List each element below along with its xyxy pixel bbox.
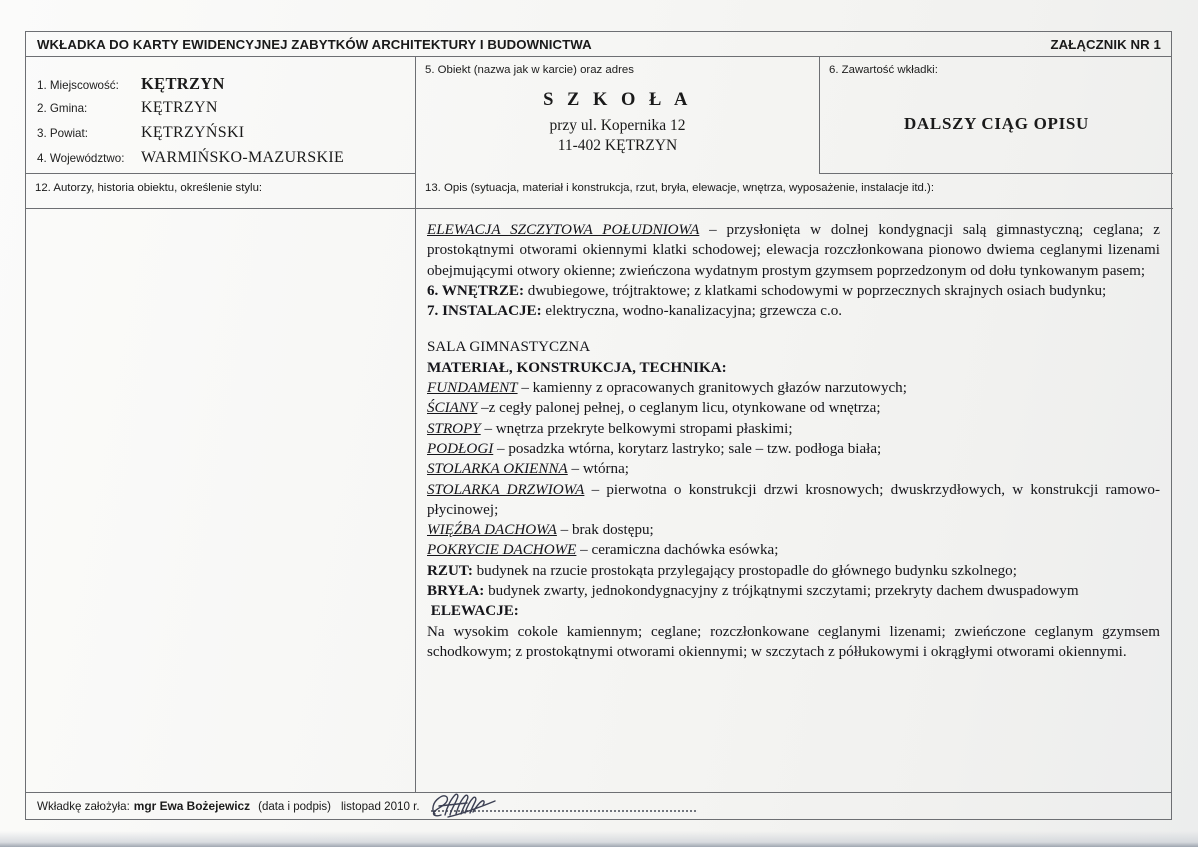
description-paragraph — [427, 459, 1160, 479]
description-paragraph — [427, 419, 1160, 439]
paragraph-heading: BRYŁA: — [427, 583, 485, 600]
authors-label-cell — [26, 174, 416, 209]
form-title-bar — [26, 32, 1171, 57]
content-cell — [820, 57, 1173, 174]
paragraph-body: – posadzka wtórna, korytarz lastryko; sale – tzw. podłoga biała; — [493, 440, 882, 457]
description-paragraph: Na wysokim cokole kamiennym; ceglane; rozczłonkowane ceglanymi lizenami; zwieńczone ceglanym gzymsem schodkowym; z prostokątnymi otworami okiennymi; w szczytach z półłukowymi i okrągłymi otworami okiennymi. — [427, 623, 1160, 660]
description-paragraph — [427, 281, 1160, 301]
paragraph-heading: PODŁOGI — [427, 440, 494, 457]
paragraph-body: – przysłonięta w dolnej kondygnacji salą gimnastyczną; ceglana; z prostokątnymi otworami okiennymi klatki schodowej; elewacja rozczłonkowana pionowo dwiema ceglanymi lizenami obejmującymi otwory okienne; zwieńczona wydatnym prostym gzymsem poprzedzonym od dołu tynkowanym pasem; — [427, 222, 1160, 279]
paragraph-heading: ELEWACJA SZCZYTOWA POŁUDNIOWA — [427, 222, 700, 238]
description-paragraph — [427, 581, 1160, 601]
description-paragraph — [427, 398, 1160, 418]
commune-value: KĘTRZYN — [141, 99, 218, 116]
content-field-label: 6. Zawartość wkładki: — [829, 64, 938, 76]
locality-list — [37, 74, 344, 174]
description-paragraph — [427, 378, 1160, 398]
paragraph-heading: 7. INSTALACJE: — [427, 303, 542, 320]
paragraph-body: – kamienny z opracowanych granitowych głazów narzutowych; — [517, 380, 907, 397]
paragraph-heading: ŚCIANY — [427, 400, 478, 417]
paragraph-heading: 6. WNĘTRZE: — [427, 282, 525, 299]
county-label: 3. Powiat: — [37, 127, 88, 140]
voivodeship-label: 4. Województwo: — [37, 152, 125, 165]
footer-row — [26, 792, 1171, 819]
locality-line-2 — [37, 99, 344, 124]
paragraph-heading: RZUT: — [427, 562, 473, 579]
county-value: KĘTRZYŃSKI — [141, 124, 245, 141]
paragraph-heading: STROPY — [427, 420, 481, 437]
locality-line-3 — [37, 124, 344, 149]
identification-row — [26, 57, 1171, 174]
description-paragraph — [427, 540, 1160, 560]
locality-label: 1. Miejscowość: — [37, 79, 119, 92]
description-paragraph — [427, 561, 1160, 581]
section-label-row — [26, 174, 1171, 209]
form-title: WKŁADKA DO KARTY EWIDENCYJNEJ ZABYTKÓW ARCHITEKTURY I BUDOWNICTWA — [37, 37, 592, 52]
description-paragraph — [427, 301, 1160, 321]
paragraph-body: elektryczna, wodno-kanalizacyjna; grzewcza c.o. — [541, 303, 843, 320]
paragraph-body: – wtórna; — [567, 461, 629, 478]
form-frame — [25, 31, 1172, 820]
authors-label: 12. Autorzy, historia obiektu, określenie stylu: — [35, 182, 263, 194]
locality-cell — [26, 57, 416, 174]
footer-prefix: Wkładkę założyła: — [37, 800, 130, 813]
description-paragraph — [427, 601, 1160, 621]
signature-dotted-line — [431, 810, 696, 812]
description-text — [427, 220, 1160, 662]
paragraph-body: – pierwotna o konstrukcji drzwi krosnowych; dwuskrzydłowych, w konstrukcji ramowo-płycinowej; — [427, 481, 1160, 518]
paragraph-body: – brak dostępu; — [556, 522, 654, 539]
paragraph-body: –z cegły palonej pełnej, o ceglanym licu, otynkowane od wnętrza; — [477, 400, 881, 417]
object-address-line-1: przy ul. Kopernika 12 — [549, 117, 686, 134]
body-row — [26, 209, 1171, 792]
description-paragraph — [427, 220, 1160, 281]
description-label: 13. Opis (sytuacja, materiał i konstrukcja, rzut, bryła, elewacje, wnętrza, wyposażenie, instalacje itd.): — [425, 182, 934, 194]
object-name: S Z K O Ł A — [543, 90, 692, 110]
paragraph-body: – ceramiczna dachówka esówka; — [576, 542, 779, 559]
paragraph-body: dwubiegowe, trójtraktowe; z klatkami schodowymi w poprzecznych skrajnych osiach budynku; — [524, 282, 1107, 299]
content-value: DALSZY CIĄG OPISU — [903, 114, 1090, 133]
description-paragraph — [427, 520, 1160, 540]
attachment-number: ZAŁĄCZNIK NR 1 — [1050, 37, 1161, 52]
paragraph-heading: FUNDAMENT — [427, 380, 518, 397]
description-paragraph: SALA GIMNASTYCZNA — [427, 339, 591, 356]
footer-author: mgr Ewa Bożejewicz — [133, 799, 251, 813]
object-address-line-2: 11-402 KĘTRZYN — [557, 137, 678, 155]
footer-text — [37, 799, 420, 813]
locality-line-4 — [37, 149, 344, 174]
paragraph-gap — [427, 321, 1160, 337]
footer-date: listopad 2010 r. — [340, 800, 420, 813]
paragraph-heading: POKRYCIE DACHOWE — [427, 542, 577, 559]
description-paragraph — [427, 358, 1160, 378]
authors-content-cell — [26, 209, 416, 792]
object-block — [416, 90, 819, 157]
description-paragraph — [427, 439, 1160, 459]
paragraph-heading: ELEWACJE: — [427, 603, 519, 620]
voivodeship-value: WARMIŃSKO-MAZURSKIE — [141, 149, 345, 166]
paragraph-body: – wnętrza przekryte belkowymi stropami płaskimi; — [480, 420, 793, 437]
paragraph-heading: STOLARKA DRZWIOWA — [427, 481, 585, 498]
locality-line-1 — [37, 74, 344, 99]
locality-value: KĘTRZYN — [141, 74, 225, 93]
object-cell — [416, 57, 820, 174]
paragraph-heading: MATERIAŁ, KONSTRUKCJA, TECHNIKA: — [427, 359, 727, 376]
paragraph-heading: STOLARKA OKIENNA — [427, 461, 568, 478]
paragraph-body: budynek na rzucie prostokąta przylegający prostopadle do głównego budynku szkolnego; — [472, 562, 1017, 579]
object-field-label: 5. Obiekt (nazwa jak w karcie) oraz adres — [425, 64, 634, 76]
description-label-cell — [416, 174, 1173, 209]
signature-mark — [423, 790, 543, 820]
footer-paren: (data i podpis) — [258, 801, 331, 813]
commune-label: 2. Gmina: — [37, 102, 88, 115]
description-paragraph — [427, 480, 1160, 521]
paragraph-body: budynek zwarty, jednokondygnacyjny z trójkątnymi szczytami; przekryty dachem dwuspadowym — [484, 583, 1079, 600]
paragraph-heading: WIĘŹBA DACHOWA — [427, 522, 557, 539]
description-content-cell — [416, 209, 1173, 792]
